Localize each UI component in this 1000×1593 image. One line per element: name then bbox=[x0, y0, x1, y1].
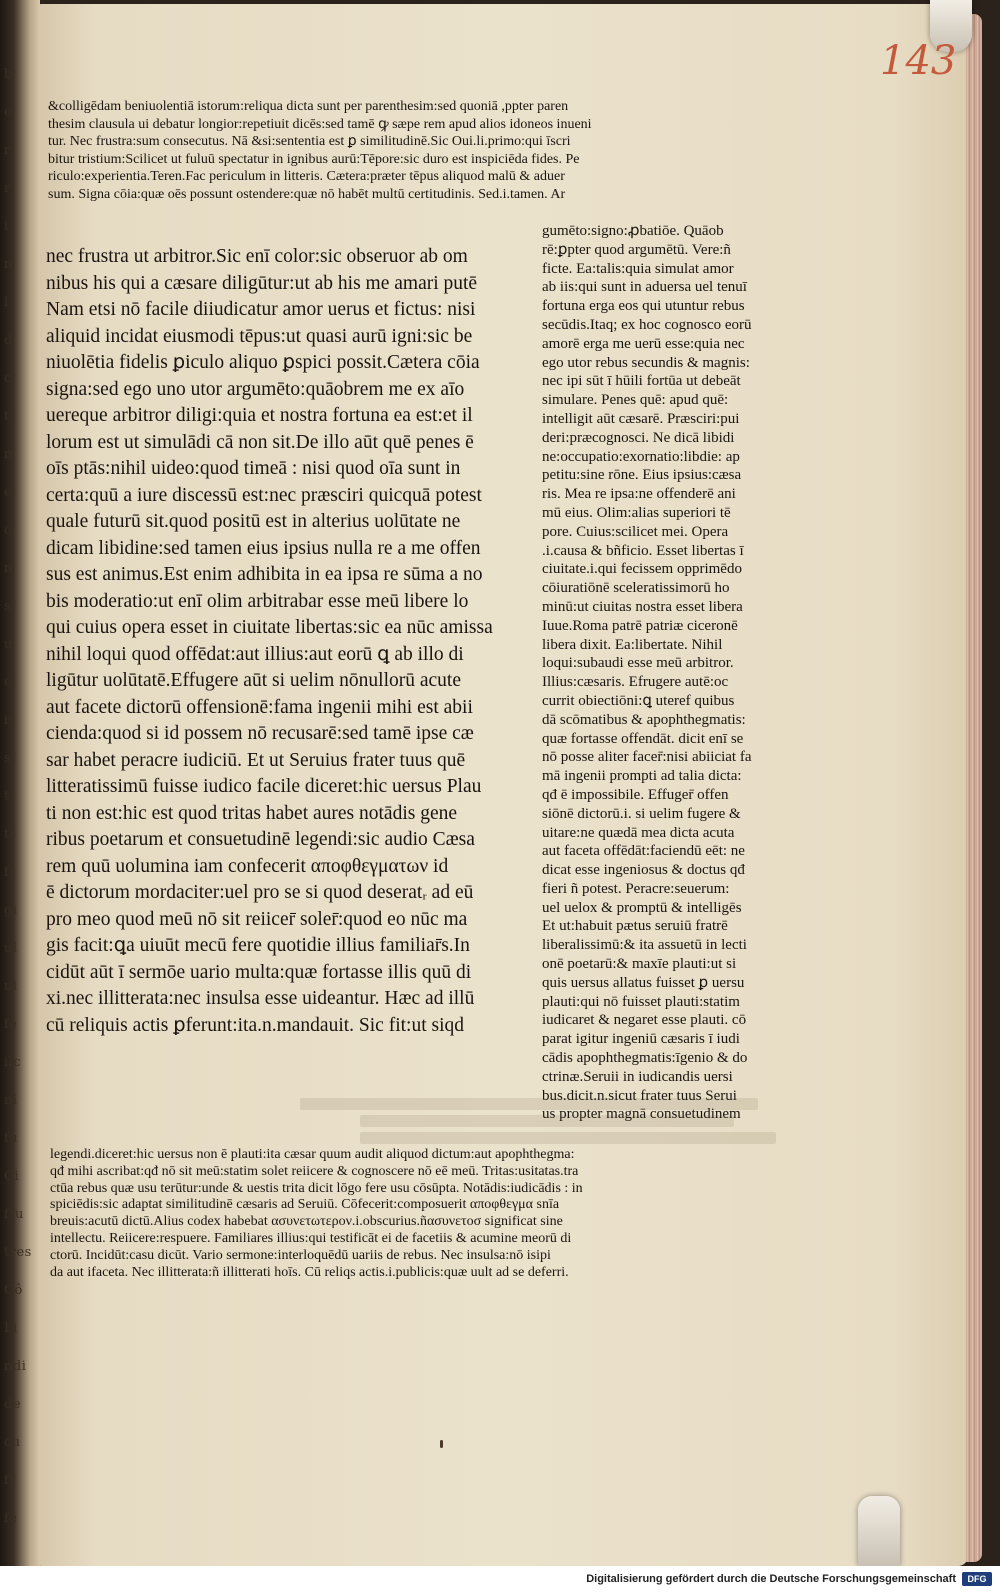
gloss-line: onē poetarū:& maxīe plauti:ut si bbox=[542, 956, 737, 973]
gloss-line: Et ut:habuit pætus seruiū fratrē bbox=[542, 918, 728, 935]
gutter-letter: ni bbox=[4, 1093, 18, 1108]
gutter-letter: e bbox=[4, 105, 13, 120]
gloss-line: siōnē dictorū.i. si uelim fugere & bbox=[542, 805, 741, 822]
dfg-credit: Digitalisierung gefördert durch die Deutsche Forschungsgemeinschaft bbox=[586, 1573, 956, 1585]
gloss-line: ciuitate.i.qui fecissem opprimēdo bbox=[542, 561, 742, 578]
main-text bbox=[46, 244, 520, 1039]
gloss-line: minū:ut ciuitas nostra esset libera bbox=[542, 598, 743, 615]
gloss-line: nō posse aliter facer̄:nisi abiiciat fa bbox=[542, 749, 752, 766]
gutter-letter: t bbox=[4, 409, 10, 424]
gutter-letter: Li bbox=[4, 1321, 18, 1336]
gloss-line: ris. Mea re ipsa:ne offenderē ani bbox=[542, 486, 736, 503]
gloss-line: us propter magnā consuetudinem bbox=[542, 1106, 741, 1123]
gloss-line: secūdis.Itaq; ex hoc cognosco eorū bbox=[542, 316, 752, 333]
text-line: nec frustra ut arbitror.Sic enī color:sic obseruor ab om bbox=[46, 246, 468, 267]
gloss-line: loqui:subaudi esse meū arbitror. bbox=[542, 655, 734, 672]
gutter-letter: l bbox=[4, 295, 9, 310]
commentary-line: &colligēdam beniuolentiā istorum:reliqua dicta sunt per parenthesim:sed quoniā ,ppter paren bbox=[48, 99, 569, 114]
gutter-letter: tres bbox=[4, 1245, 32, 1260]
gloss-line: plauti:qui nō fuisset plauti:statim bbox=[542, 993, 740, 1010]
gutter-letter: t bbox=[4, 789, 10, 804]
text-line: dicam libidine:sed tamen eius ipsius nulla re a me offen bbox=[46, 537, 481, 559]
gloss-line: ne:occupatio:exornatio:libdie: ap bbox=[542, 448, 740, 465]
folio-number: 143 bbox=[880, 38, 957, 84]
gloss-line: pore. Cuius:scilicet mei. Opera bbox=[542, 523, 729, 540]
gloss-line: uel uelox & promptū & intelligēs bbox=[542, 899, 742, 916]
thumb-bottom bbox=[858, 1496, 900, 1566]
gutter-letter: fu bbox=[4, 1131, 19, 1146]
commentary-bottom bbox=[50, 1147, 822, 1281]
text-line: cidūt aūt ī sermōe uario multa:quæ fortasse illis quū di bbox=[46, 961, 472, 983]
gutter-letter: c bbox=[4, 371, 12, 386]
gloss-line: ab iis:qui sunt in aduersa uel tenuī bbox=[542, 279, 747, 296]
text-line: ribus poetarum et consuetudinē legendi:sic audio Cæsa bbox=[46, 829, 475, 850]
gloss-line: ego utor rebus secundis & magnis: bbox=[542, 354, 750, 371]
gutter-letter: ff bbox=[4, 1473, 15, 1488]
text-line: Nam etsi nō facile diiudicatur amor uerus et fictus: nisi bbox=[46, 299, 476, 320]
text-line: nihil loqui quod offēdat:aut illius:aut eorū ꝗ ab illo di bbox=[46, 643, 464, 665]
commentary-line: thesim clausula ui debatur longior:repetiuit dicēs:sed tamē ꝙ sæpe rem apud alios idoneos inueni bbox=[48, 116, 592, 132]
text-line: aut facete dictorū offensionē:fama ingenii mihi est abii bbox=[46, 696, 473, 718]
gloss-line: gumēto:signo:ꝓbatiōe. Quāob bbox=[542, 223, 724, 239]
gutter-letter: is bbox=[4, 713, 16, 728]
gutter-letter: de bbox=[4, 1397, 22, 1412]
text-line: sar habet peracre iudiciū. Et ut Seruius frater tuus quē bbox=[46, 749, 466, 771]
commentary-line: ctorū. Incidūt:casu dicūt. Vario sermone:interloquēdū uariis de rebus. Nec insulsa:nō isipi bbox=[50, 1247, 551, 1263]
gutter-letter: Cô bbox=[4, 1283, 23, 1298]
text-line: bis moderatio:ut enī olim arbitrabar esse meū libere lo bbox=[46, 590, 469, 612]
show-through-text bbox=[300, 1098, 820, 1149]
gutter-letter: ndi bbox=[4, 1359, 27, 1374]
gloss-line: liberalissimū:& ita assuetū in lecti bbox=[542, 937, 747, 954]
text-line: qui cuius opera esset in ciuitate libertas:sic ea nūc amissa bbox=[46, 617, 493, 638]
gutter-letter: fi bbox=[4, 865, 14, 880]
commentary-line: bitur tristium:Scilicet ut fuluū spectatur in ignibus aurū:Tēpore:sic duro est inspiciēda fides. Pe bbox=[48, 151, 580, 167]
gloss-line: mā ingenii prompti ad talia dicta: bbox=[542, 768, 742, 785]
commentary-line: spiciēdis:sic adaptat similitudinē cæsaris ad Seruiū. Cōfecerit:composuerit αποφθεγμα snīa bbox=[50, 1197, 560, 1213]
text-line: rem quū uolumina iam confecerit αποφθεγματων id bbox=[46, 855, 449, 877]
gloss-line: quæ fortasse offendāt. dicit enī se bbox=[542, 730, 744, 747]
gloss-line: parat igitur ingeniū cæsaris ī iudi bbox=[542, 1031, 740, 1048]
text-line: gis facit:ꝗa uiuūt mecū fere quotidie illius familiar̄s.In bbox=[46, 935, 470, 956]
gloss-line: cādis apophthegmatis:īgenio & do bbox=[542, 1050, 748, 1067]
gutter-letter: Ci bbox=[4, 1169, 20, 1184]
gutter-letter: b bbox=[4, 67, 13, 82]
gloss-line: intelligit aūt cæsarē. Præsciri:pui bbox=[542, 410, 740, 427]
gloss-line: quis uersus allatus fuisset ꝑ uersu bbox=[542, 974, 745, 991]
gloss-line: qđ ē impossibile. Effuger̄ offen bbox=[542, 786, 729, 803]
gutter-letter: u bbox=[4, 637, 13, 652]
commentary-line: da aut ifaceta. Nec illitterata:ñ illitterati hoīs. Cū reliqs actis.i.publicis:quæ uult ad se deferri. bbox=[50, 1264, 569, 1280]
gutter-letter: ftu bbox=[4, 1207, 24, 1222]
text-line: sus est animus.Est enim adhibita in ea ipsa re sūma a no bbox=[46, 564, 483, 585]
text-line: cū reliquis actis ꝑferunt:ita.n.mandauit. Sic fit:ut siqd bbox=[46, 1014, 465, 1036]
gutter-letter: r bbox=[4, 143, 11, 158]
ink-mark bbox=[440, 1440, 443, 1448]
gutter-letter: n bbox=[4, 257, 13, 272]
commentary-line: tur. Nec frustra:sum consecutus. Nā &si:sententia est ꝑ similitudinē.Sic Oui.li.primo:qui īscri bbox=[48, 134, 571, 149]
gloss-line: rē:ꝑpter quod argumētū. Vere:ñ bbox=[542, 241, 731, 258]
gloss-line: dā scōmatibus & apophthegmatis: bbox=[542, 711, 746, 728]
text-line: quale futurū sit.quod positū est in alterius uolūtate ne bbox=[46, 511, 461, 532]
gutter-letter: ui bbox=[4, 979, 18, 994]
text-line: ligūtur uolūtatē.Effugere aūt si uelim nōnullorū acute bbox=[46, 670, 461, 691]
gutter-letter: n bbox=[4, 447, 13, 462]
gutter-letter: e bbox=[4, 485, 13, 500]
gloss-line: currit obiectiōni:ꝗ uteref quibus bbox=[542, 692, 735, 709]
gloss-line: bus.dicit.n.sicut frater tuus Serui bbox=[542, 1087, 737, 1104]
commentary-line: sum. Signa cōia:quæ oēs possunt ostendere:quæ nō habēt multū certitudinis. Sed.i.tamen. Ar bbox=[48, 186, 566, 202]
gloss-line: .i.causa & bñficio. Esset libertas ī bbox=[542, 542, 744, 559]
gloss-line: mū eius. Olim:alias superiori tē bbox=[542, 504, 731, 521]
gutter-letter: n bbox=[4, 561, 13, 576]
text-line: ē dictorum mordaciter:uel pro se si quod deseratᵣ ad eū bbox=[46, 882, 474, 903]
gloss-line: libera dixit. Ea:libertate. Nihil bbox=[542, 636, 723, 653]
gutter-letter: s bbox=[4, 751, 12, 766]
gloss-line: fieri ñ potest. Peracre:seuerum: bbox=[542, 880, 730, 897]
text-line: aliquid incidat eiusmodi tēpus:ut quasi aurū igni:sic be bbox=[46, 325, 473, 347]
text-line: litteratissimū fuisse iudico facile diceret:hic uersus Plau bbox=[46, 776, 482, 797]
gloss-line: amorē erga me uerū esse:quia nec bbox=[542, 335, 745, 352]
gloss-line: uitare:ne quædā mea dicta acuta bbox=[542, 824, 735, 841]
text-line: xi.nec illitterata:nec insulsa esse uideantur. Hæc ad illū bbox=[46, 988, 475, 1009]
text-line: lorum est ut simulādi cā non sit.De illo aūt quē penes ē bbox=[46, 431, 474, 453]
gutter-letter: d bbox=[4, 333, 13, 348]
side-commentary bbox=[542, 222, 828, 1124]
gutter-letter: fe bbox=[4, 1511, 18, 1526]
gloss-line: dicat esse ingeniosus & doctus qđ bbox=[542, 862, 745, 879]
commentary-line: ctūa rebus quæ usu terūtur:unde & uestis trita dicit lōgo fere usu cōsūpta. Notādis:iudicādis : in bbox=[50, 1180, 583, 1196]
text-line: certa:quū a iure discessū est:nec præsciri quicquā potest bbox=[46, 484, 482, 506]
gutter-letter: r bbox=[4, 181, 11, 196]
text-line: pro meo quod meū nō sit reiicer̄ soler̄:quod eo nūc ma bbox=[46, 908, 468, 930]
gutter-letter: ilc bbox=[4, 1055, 22, 1070]
dfg-logo: DFG bbox=[962, 1572, 992, 1586]
text-line: nibus his qui a cæsare diligūtur:ut ab his me amari putē bbox=[46, 272, 478, 294]
commentary-line: legendi.diceret:hic uersus non ē plauti:ita cæsar quum audit aliquod dictum:aut apophthegma: bbox=[50, 1147, 575, 1162]
gloss-line: petitu:sine rōne. Eius ipsius:cæsa bbox=[542, 467, 742, 484]
gutter-letter: i bbox=[4, 219, 9, 234]
text-line: signa:sed ego uno utor argumēto:quāobrem me ex aīo bbox=[46, 378, 465, 400]
commentary-top bbox=[48, 98, 820, 203]
gloss-line: fortuna erga eos qui utuntur rebus bbox=[542, 298, 745, 315]
footer-bar bbox=[0, 1566, 1000, 1593]
text-line: uereque arbitror diligi:quia et nostra fortuna ea est:et il bbox=[46, 405, 473, 426]
gloss-line: ficte. Ea:talis:quia simulat amor bbox=[542, 260, 734, 277]
gutter-letter: tt bbox=[4, 827, 16, 842]
commentary-line: riculo:experientia.Teren.Fac periculum in litteris. Cætera:præter tēpus aliquod malū & aduer bbox=[48, 169, 565, 184]
text-line: oīs ptās:nihil uideo:quod timeā : nisi quod oīa sunt in bbox=[46, 458, 461, 479]
gloss-line: Illius:cæsaris. Efrugere autē:oc bbox=[542, 674, 729, 691]
gloss-line: cōiuratiōnē sceleratissimorū ho bbox=[542, 580, 730, 597]
gloss-line: nec ipi sūt ī hūili fortūa ut debeāt bbox=[542, 373, 741, 390]
gutter-letter: ul bbox=[4, 941, 18, 956]
gloss-line: ctrinæ.Seruii in iudicandis uersi bbox=[542, 1068, 733, 1085]
commentary-line: intellectu. Reiicere:respuere. Familiares illius:qui testificāt ei de facetiis & acumine meorū di bbox=[50, 1230, 572, 1246]
gloss-line: deri:præcognosci. Ne dicā libidi bbox=[542, 429, 735, 446]
gutter-letter: cu bbox=[4, 1435, 21, 1450]
text-line: niuolētia fidelis ꝑiculo aliquo ꝑspici possit.Cætera cōia bbox=[46, 352, 480, 373]
gutter-letter: gi bbox=[4, 903, 18, 918]
commentary-line: breuis:acutū dictū.Alius codex habebat ασυνετωτερον.i.obscurius.ñασυνετοσ significat sine bbox=[50, 1214, 563, 1230]
page-edge bbox=[966, 14, 982, 1562]
gutter-letter: s bbox=[4, 599, 12, 614]
gloss-line: Iuue.Roma patrē patriæ ciceronē bbox=[542, 617, 738, 634]
gutter-letter: e bbox=[4, 675, 13, 690]
commentary-line: qđ mihi ascribat:qđ nō sit meū:statim solet reiicere & cognoscere nō eē meū. Tritas:usitatas.tra bbox=[50, 1163, 579, 1179]
gutter-letter: o bbox=[4, 523, 13, 538]
text-line: cienda:quod si id possem nō recusarē:sed tamē ipse cæ bbox=[46, 723, 474, 744]
gloss-line: aut faceta offēdāt:faciendū eēt: ne bbox=[542, 843, 745, 860]
text-line: ti non est:hic est quod tritas habet aures notādis gene bbox=[46, 802, 458, 824]
gutter-letter: fé bbox=[4, 1017, 18, 1032]
gloss-line: simulare. Penes quē: apud quē: bbox=[542, 392, 729, 409]
gloss-line: iudicaret & negaret esse plauti. cō bbox=[542, 1012, 747, 1029]
